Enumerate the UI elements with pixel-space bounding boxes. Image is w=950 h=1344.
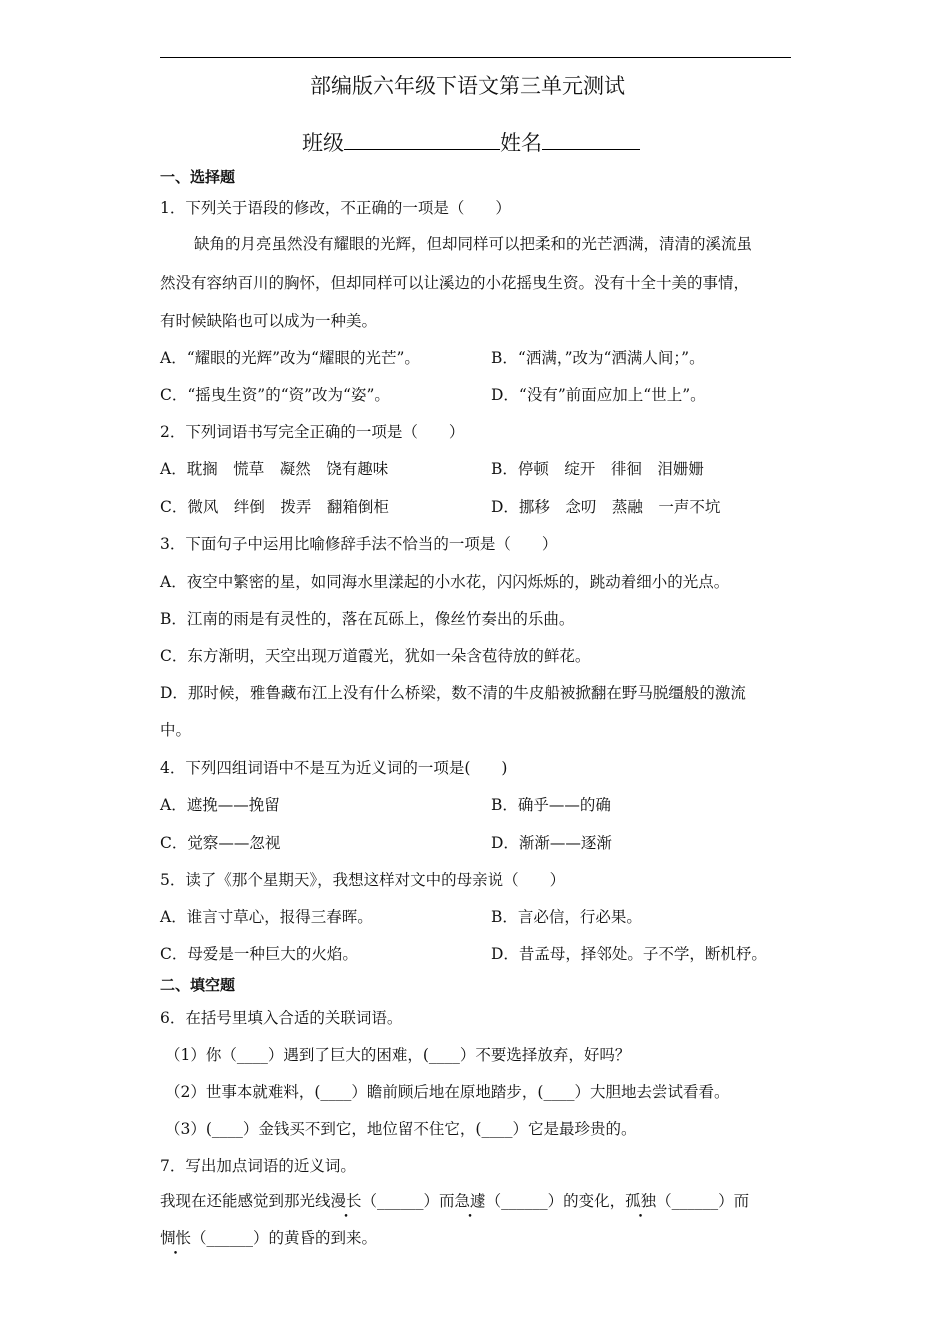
dotted-word-manchang: 漫长 xyxy=(330,1192,362,1210)
question-2-option-a[interactable]: A．耽搁 慌草 凝然 饶有趣味 xyxy=(160,460,389,478)
question-4-option-c[interactable]: C．觉察——忽视 xyxy=(160,834,281,852)
question-2-option-d[interactable]: D．挪移 念叨 蒸融 一声不坑 xyxy=(491,498,721,516)
question-7-stem: 7．写出加点词语的近义词。 xyxy=(160,1157,356,1175)
question-3-option-d-continued[interactable]: 中。 xyxy=(160,721,192,739)
answer-blank[interactable]: （______）而 xyxy=(361,1192,455,1210)
answer-blank[interactable]: （______）而 xyxy=(656,1192,750,1210)
question-2-option-b[interactable]: B．停顿 绽开 徘徊 泪姗姗 xyxy=(491,460,704,478)
question-1-stem: 1．下列关于语段的修改，不正确的一项是（ ） xyxy=(160,199,511,217)
answer-blank[interactable]: （______）的变化， xyxy=(485,1192,626,1210)
section-heading-choice: 一、选择题 xyxy=(160,168,236,186)
question-3-option-d[interactable]: D．那时候，雅鲁藏布江上没有什么桥梁，数不清的牛皮船被掀翻在野马脱缰般的激流 xyxy=(160,684,746,702)
sentence-text: 我现在还能感觉到那光线 xyxy=(160,1192,331,1210)
question-6-part-1[interactable]: （1）你（____）遇到了巨大的困难，(____）不要选择放弃，好吗？ xyxy=(165,1046,631,1064)
question-2-stem: 2．下列词语书写完全正确的一项是（ ） xyxy=(160,423,465,441)
question-1-option-c[interactable]: C．“摇曳生资”的“资”改为“姿”。 xyxy=(160,386,390,404)
question-5-option-c[interactable]: C．母爱是一种巨大的火焰。 xyxy=(160,945,358,963)
name-label: 姓名 xyxy=(500,131,542,155)
question-1-option-d[interactable]: D．“没有”前面应加上“世上”。 xyxy=(491,386,706,404)
question-1-passage-line: 缺角的月亮虽然没有耀眼的光辉，但却同样可以把柔和的光芒洒满，清清的溪流虽 xyxy=(194,235,753,253)
question-3-option-a[interactable]: A．夜空中繁密的星，如同海水里漾起的小水花，闪闪烁烁的，跳动着细小的光点。 xyxy=(160,573,730,591)
question-6-part-3[interactable]: （3）(____）金钱买不到它，地位留不住它，(____）它是最珍贵的。 xyxy=(165,1120,637,1138)
dotted-word-chouchang: 惆怅 xyxy=(160,1229,192,1247)
question-1-passage-line: 然没有容纳百川的胸怀，但却同样可以让溪边的小花摇曳生资。没有十全十美的事情， xyxy=(160,274,750,292)
header-rule xyxy=(160,57,791,58)
question-4-stem: 4．下列四组词语中不是互为近义词的一项是( ) xyxy=(160,759,508,777)
question-1-option-a[interactable]: A．“耀眼的光辉”改为“耀眼的光芒”。 xyxy=(160,349,420,367)
dotted-word-jiju: 急遽 xyxy=(454,1192,486,1210)
question-7-sentence-line[interactable] xyxy=(160,1194,749,1210)
question-1-option-b[interactable]: B．“洒满，”改为“洒满人间；”。 xyxy=(491,349,705,367)
class-blank[interactable] xyxy=(344,129,500,150)
name-blank[interactable] xyxy=(542,129,640,150)
question-4-option-d[interactable]: D．渐渐——逐渐 xyxy=(491,834,612,852)
question-4-option-b[interactable]: B．确乎——的确 xyxy=(491,796,611,814)
section-heading-fill: 二、填空题 xyxy=(160,976,236,994)
question-5-option-b[interactable]: B．言必信，行必果。 xyxy=(491,908,642,926)
question-3-option-b[interactable]: B．江南的雨是有灵性的，落在瓦砾上，像丝竹奏出的乐曲。 xyxy=(160,610,575,628)
question-1-passage-line: 有时候缺陷也可以成为一种美。 xyxy=(160,312,378,330)
dotted-word-gudu: 孤独 xyxy=(625,1192,657,1210)
student-info xyxy=(302,129,640,154)
question-5-option-d[interactable]: D．昔孟母，择邻处。子不学，断机杼。 xyxy=(491,945,767,963)
class-label: 班级 xyxy=(302,131,344,155)
answer-blank[interactable]: （______）的黄昏的到来。 xyxy=(191,1229,378,1247)
question-2-option-c[interactable]: C．微风 绊倒 拨弄 翻箱倒柜 xyxy=(160,498,389,516)
question-5-stem: 5．读了《那个星期天》，我想这样对文中的母亲说（ ） xyxy=(160,871,566,889)
question-5-option-a[interactable]: A．谁言寸草心，报得三春晖。 xyxy=(160,908,373,926)
question-6-part-2[interactable]: （2）世事本就难料，(____）瞻前顾后地在原地踏步，(____）大胆地去尝试看看。 xyxy=(165,1083,730,1101)
question-6-stem: 6．在括号里填入合适的关联词语。 xyxy=(160,1009,403,1027)
question-3-stem: 3．下面句子中运用比喻修辞手法不恰当的一项是（ ） xyxy=(160,535,558,553)
page-title: 部编版六年级下语文第三单元测试 xyxy=(310,74,625,98)
question-4-option-a[interactable]: A．遮挽——挽留 xyxy=(160,796,280,814)
question-3-option-c[interactable]: C．东方渐明，天空出现万道霞光，犹如一朵含苞待放的鲜花。 xyxy=(160,647,591,665)
question-7-sentence-line-2[interactable] xyxy=(160,1231,377,1247)
